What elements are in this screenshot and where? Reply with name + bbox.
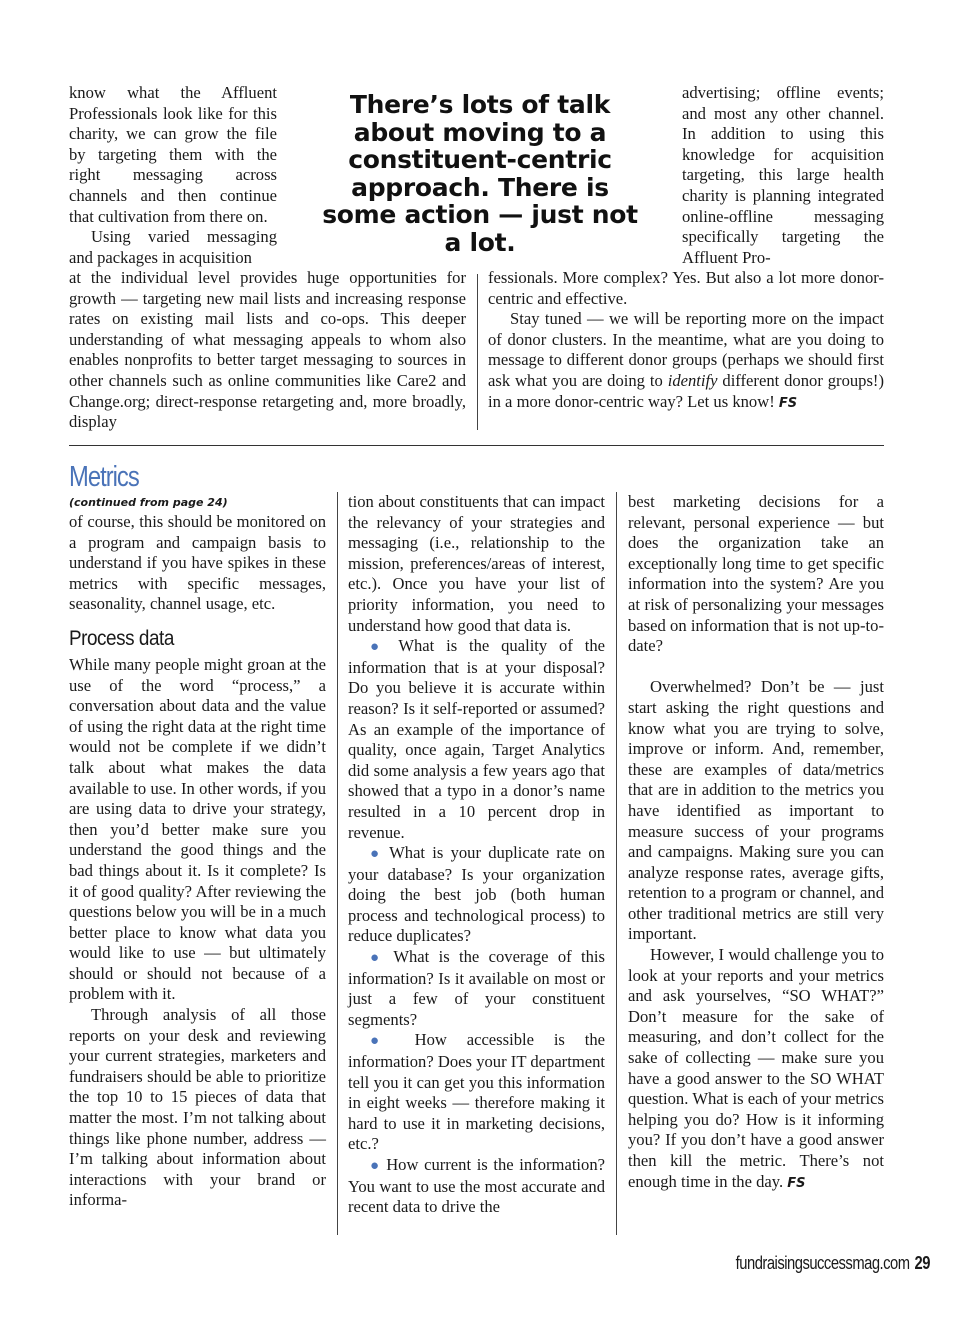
- paragraph: [488, 309, 884, 414]
- bullet-icon: ●: [370, 950, 385, 967]
- top-right-lower-column: [488, 268, 884, 414]
- column-divider: [477, 274, 478, 430]
- top-left-lower-column: [69, 268, 466, 433]
- bullet-item: [348, 947, 605, 1030]
- bullet-text: What is the quality of the information that is at your disposal? Do you believe it is accurate within reason? Is it self-reported or assumed? As an example of the importance of quality, once again, Target Analytics did some analysis a few years ago that showed that a typo in a donor’s name resulted in a 10 percent drop in revenue.: [348, 636, 605, 842]
- emphasis: identify: [667, 370, 718, 390]
- column-divider: [616, 492, 617, 1235]
- page-footer: [736, 1253, 930, 1274]
- paragraph: Overwhelmed? Don’t be — just start asking the right questions and know what you are trying to solve, improve or inform. And, remember, these are examples of data/metrics that are in addition to the metrics you have identified as important to measure success of your programs and campaigns. Making sure you can analyze response rates, average gifts, retention to a program or channel, and other traditional metrics are still very important.: [628, 677, 884, 944]
- section-divider: [69, 445, 884, 446]
- column-text: [69, 655, 326, 1211]
- bullet-icon: ●: [370, 1033, 395, 1050]
- paragraph: Using varied messaging and packages in acquisition: [69, 227, 277, 267]
- metrics-column-3: [628, 492, 884, 1194]
- top-right-upper-column: [682, 83, 884, 268]
- bullet-item: [348, 1155, 605, 1218]
- paragraph: advertising; offline events; and most any other channel. In addition to using this knowledge for acquisition targeting, this large health charity is planning integrated online-offline messaging specifically targeting the Affluent Pro-: [682, 83, 884, 267]
- bullet-item: [348, 636, 605, 843]
- column-divider: [337, 492, 338, 1235]
- paragraph: [628, 945, 884, 1194]
- text-run: Stay tuned — we will be reporting more on the impact of donor clusters. In the meantime, what are you doing to message to different donor groups (perhaps we should first ask what you are doing to: [488, 309, 884, 390]
- text-run: different donor groups!) in a more donor-centric way? Let us know!: [488, 370, 884, 411]
- paragraph: best marketing decisions for a relevant, personal experience — but does the organization take an exceptionally long time to get specific information into the system? Are you at risk of personalizing your messages based on information that is not up-to-date?: [628, 492, 884, 656]
- bullet-icon: ●: [370, 639, 387, 656]
- section-heading: Metrics: [69, 461, 139, 493]
- column-text: [69, 512, 326, 615]
- page-number: 29: [914, 1253, 930, 1273]
- paragraph: of course, this should be monitored on a program and campaign basis to understand if you have spikes in these metrics with specific messages, seasonality, channel usage, etc.: [69, 512, 326, 614]
- paragraph: While many people might groan at the use of the word “process,” a conversation about data and the value of using the right data at the right time would not be complete if we didn’t talk about what makes the data available to use. In other words, if you are using data to drive your strategy, then you’d better make sure you understand the good things and the bad things about it. Is it complete? Is it of good quality? After reviewing the questions below you will be in a much better place to know what data you would like to use — but ultimately should or should not because of a problem with it.: [69, 654, 326, 1004]
- bullet-text: What is the coverage of this information? Is it available on most or just a few of your constituent segments?: [348, 947, 605, 1029]
- bullet-text: What is your duplicate rate on your database? Is your organization doing the best job (both human process and technological process) to reduce duplicates?: [348, 843, 605, 946]
- paragraph: fessionals. More complex? Yes. But also a lot more donor-centric and effective.: [488, 268, 884, 308]
- paragraph: at the individual level provides huge opportunities for growth — targeting new mail lists and increasing response rates on existing mail lists and co-ops. This deeper understanding of what messaging appeals to whom also enables nonprofits to better target messaging to sources in other channels such as online communities like Care2 and Change.org; direct-response retargeting and, more broadly, display: [69, 268, 466, 432]
- footer-website: fundraisingsuccessmag.com: [735, 1253, 910, 1273]
- paragraph-spacer: [628, 657, 884, 678]
- pull-quote: There’s lots of talk about moving to a constituent-centric approach. There is some action — just not a lot.: [322, 90, 638, 257]
- bullet-text: How accessible is the information? Does your IT department tell you it can get you this information in eight weeks — therefore making it hard to use it in marketing decisions, etc.?: [348, 1030, 605, 1154]
- bullet-item: [348, 843, 605, 947]
- paragraph: Through analysis of all those reports on your desk and reviewing your current strategies, marketers and fundraisers should be able to prioritize the top 10 to 15 pieces of data that matter the most. I’m not talking about things like phone number, address — I’m talking about information about interactions with your brand or informa-: [69, 1005, 326, 1210]
- bullet-icon: ●: [370, 846, 383, 863]
- bullet-text: How current is the information? You want to use the most accurate and recent data to drive the: [348, 1155, 605, 1217]
- continued-note: (continued from page 24): [69, 496, 228, 509]
- paragraph: tion about constituents that can impact the relevancy of your strategies and messaging (i.e., relationship to the mission, preferences/areas of interest, etc.). Once you have your list of priority information, you need to understand how good that data is.: [348, 492, 605, 635]
- subheading: Process data: [69, 626, 174, 650]
- top-left-upper-column: [69, 83, 277, 268]
- author-signature: FS: [787, 1175, 806, 1191]
- metrics-column-2: [348, 492, 605, 1218]
- metrics-column-1: [69, 461, 326, 1211]
- bullet-item: [348, 1030, 605, 1155]
- paragraph: know what the Affluent Professionals look like for this charity, we can grow the file by targeting them with the right messaging across channels and then continue that cultivation from there on.: [69, 83, 277, 226]
- bullet-icon: ●: [370, 1158, 381, 1174]
- text-run: However, I would challenge you to look at your reports and your metrics and ask yourselves, “SO WHAT?” Don’t measure for the sake of measuring, and don’t collect for the sake of collecting — make sure you have a good answer to the SO WHAT question. What is each of your metrics helping you do? How is it informing you? If you don’t have a good answer then kill the metric. There’s not enough time in the day.: [628, 945, 884, 1191]
- author-signature: FS: [778, 395, 798, 411]
